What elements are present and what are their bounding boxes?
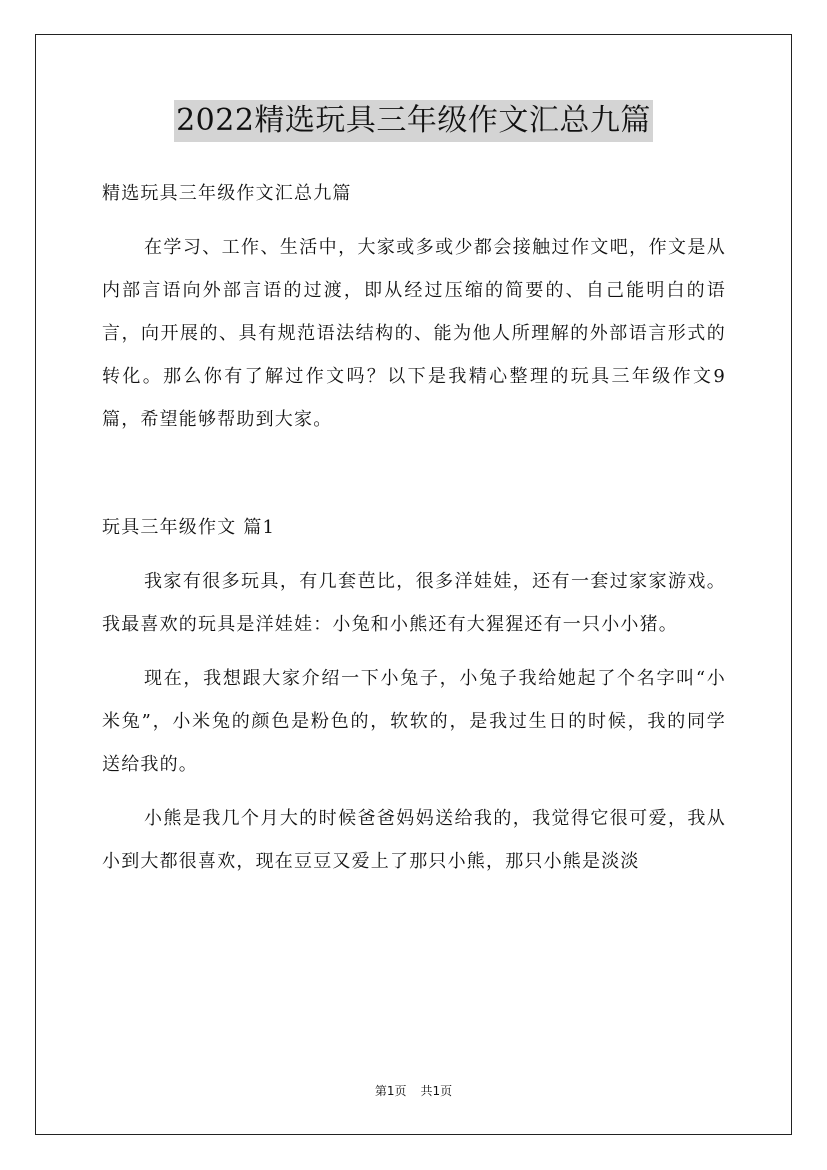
section-heading: 玩具三年级作文 篇1 [102,517,276,538]
document-title: 2022精选玩具三年级作文汇总九篇 [174,100,653,142]
page-total: 共1页 [420,1084,453,1098]
page-footer [0,1083,827,1099]
body-paragraph-1: 我家有很多玩具，有几套芭比，很多洋娃娃，还有一套过家家游戏。我最喜欢的玩具是洋娃娃：小兔和小熊还有大猩猩还有一只小小猪。 [102,571,726,635]
body-paragraph-2: 现在，我想跟大家介绍一下小兔子，小兔子我给她起了个名字叫“小米兔”，小米兔的颜色是粉色的，软软的，是我过生日的时候，我的同学送给我的。 [102,668,726,775]
document-body [102,172,726,883]
body-paragraph-3: 小熊是我几个月大的时候爸爸妈妈送给我的，我觉得它很可爱，我从小到大都很喜欢，现在豆豆又爱上了那只小熊，那只小熊是淡淡 [102,808,726,872]
document-subtitle: 精选玩具三年级作文汇总九篇 [102,183,352,204]
page-number: 第1页 [374,1084,407,1098]
intro-paragraph: 在学习、工作、生活中，大家或多或少都会接触过作文吧，作文是从内部言语向外部言语的过渡，即从经过压缩的简要的、自己能明白的语言，向开展的、具有规范语法结构的、能为他人所理解的外部语言形式的转化。那么你有了解过作文吗？以下是我精心整理的玩具三年级作文9篇，希望能够帮助到大家。 [102,237,726,430]
title-container [0,100,827,142]
